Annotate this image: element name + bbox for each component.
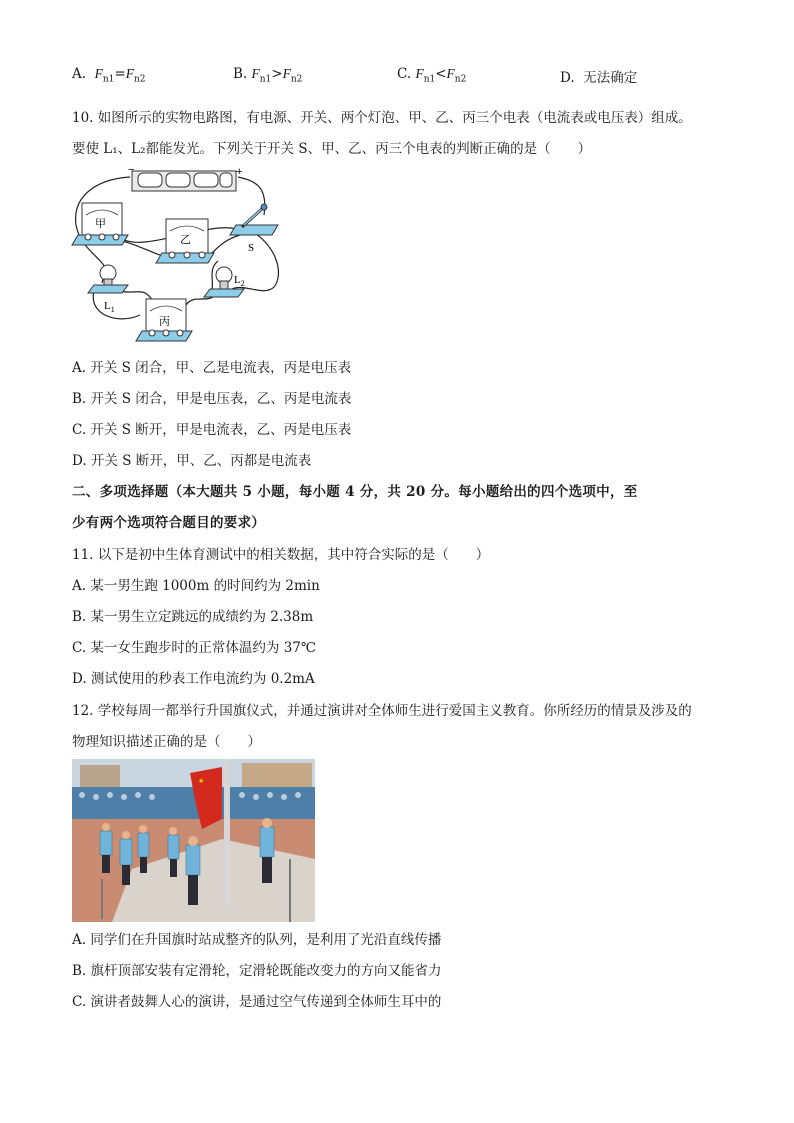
svg-text:乙: 乙 xyxy=(180,233,191,246)
battery xyxy=(128,165,242,191)
q9-option-d[interactable]: D. 无法确定 xyxy=(560,70,638,86)
q11-stem: 11. 以下是初中生体育测试中的相关数据，其中符合实际的是（ ） xyxy=(72,547,490,563)
lamp-l1 xyxy=(88,265,128,314)
q12-stem-line-2: 物理知识描述正确的是（ ） xyxy=(72,734,261,750)
meter-bing xyxy=(136,299,192,341)
svg-text:L1: $L_1$ xyxy=(104,300,115,314)
lamp-l2 xyxy=(204,267,245,297)
switch-s xyxy=(230,204,278,254)
q11-option-a[interactable]: A. 某一男生跑 1000m 的时间约为 2min xyxy=(72,578,320,594)
section2-heading-line-2: 少有两个选项符合题目的要求） xyxy=(72,515,266,531)
svg-text:S: S xyxy=(248,242,255,254)
q9-options xyxy=(72,66,732,86)
q12-option-a[interactable]: A. 同学们在升国旗时站成整齐的队列，是利用了光沿直线传播 xyxy=(72,932,442,948)
q10-option-d[interactable]: D. 开关 S 断开，甲、乙、丙都是电流表 xyxy=(72,453,312,469)
q11-option-d[interactable]: D. 测试使用的秒表工作电流约为 0.2mA xyxy=(72,671,315,687)
section2-heading-line-1: 二、多项选择题（本大题共 5 小题，每小题 4 分，共 20 分。每小题给出的四个选项中，至 xyxy=(72,484,638,500)
meter-jia xyxy=(72,203,128,245)
q12-option-c[interactable]: C. 演讲者鼓舞人心的演讲，是通过空气传递到全体师生耳中的 xyxy=(72,994,442,1010)
q10-option-a[interactable]: A. 开关 S 闭合，甲、乙是电流表，丙是电压表 xyxy=(72,360,352,376)
meter-yi xyxy=(156,219,214,263)
battery-minus-label: − xyxy=(128,165,135,176)
flag-ceremony-photo xyxy=(72,759,315,922)
q10-option-b[interactable]: B. 开关 S 闭合，甲是电压表，乙、丙是电流表 xyxy=(72,391,352,407)
q9-option-a[interactable]: A. $F_{n1}=F_{n2}$ xyxy=(72,66,146,85)
svg-text:甲: 甲 xyxy=(95,217,106,230)
q10-stem-line-2: 要使 L₁、L₂都能发光。下列关于开关 S、甲、乙、丙三个电表的判断正确的是（ ） xyxy=(72,141,592,157)
q9-option-c[interactable]: C. $F_{n1}<F_{n2}$ xyxy=(397,66,467,85)
q12-stem-line-1: 12. 学校每周一都举行升国旗仪式，并通过演讲对全体师生进行爱国主义教育。你所经历的情景及涉及的 xyxy=(72,703,692,719)
q10-stem-line-1: 10. 如图所示的实物电路图，有电源、开关、两个灯泡、甲、乙、丙三个电表（电流表或电压表）组成。 xyxy=(72,110,692,126)
svg-text:★: ★ xyxy=(198,777,205,785)
q11-option-b[interactable]: B. 某一男生立定跳远的成绩约为 2.38m xyxy=(72,609,314,625)
q9-option-b[interactable]: B. $F_{n1}>F_{n2}$ xyxy=(233,66,303,85)
battery-plus-label: + xyxy=(236,166,243,178)
svg-text:L2: $L_2$ xyxy=(234,274,245,288)
svg-text:丙: 丙 xyxy=(159,315,170,328)
circuit-figure xyxy=(68,165,284,345)
q10-option-c[interactable]: C. 开关 S 断开，甲是电流表，乙、丙是电压表 xyxy=(72,422,352,438)
q11-option-c[interactable]: C. 某一女生跑步时的正常体温约为 37℃ xyxy=(72,640,317,656)
q12-option-b[interactable]: B. 旗杆顶部安装有定滑轮，定滑轮既能改变力的方向又能省力 xyxy=(72,963,442,979)
